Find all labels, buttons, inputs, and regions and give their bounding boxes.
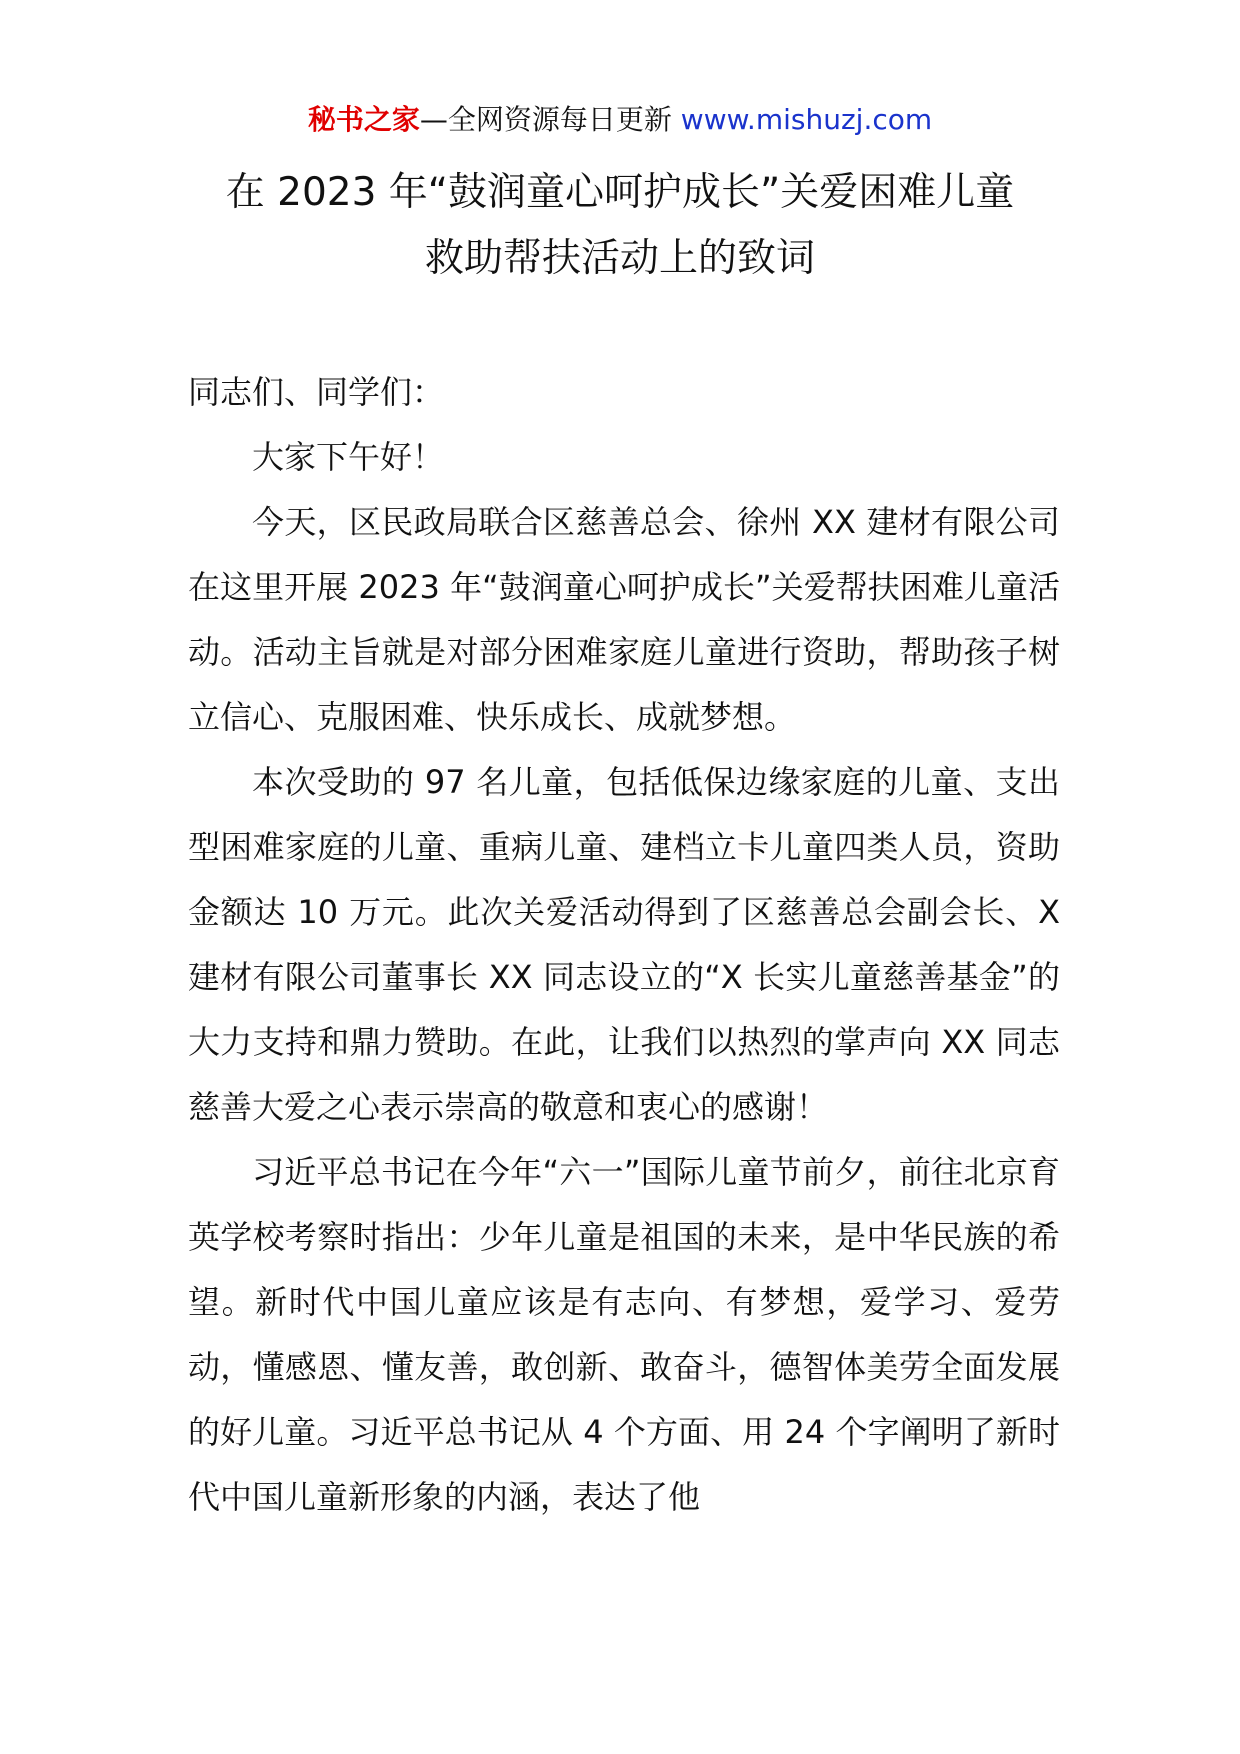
website-link[interactable]: www.mishuzj.com <box>680 103 933 136</box>
greeting: 大家下午好！ <box>252 438 445 476</box>
page-header <box>0 100 1240 140</box>
brand-name: 秘书之家 <box>307 103 420 136</box>
document-title <box>0 160 1240 292</box>
document-body <box>188 360 1060 1530</box>
paragraph-1: 今天，区民政局联合区慈善总会、徐州 XX 建材有限公司在这里开展 2023 年“鼓润童心呵护成长”关爱帮扶困难儿童活动。活动主旨就是对部分困难家庭儿童进行资助，帮助孩子树立信心、克服困难、快乐成长、成就梦想。 <box>188 503 1060 736</box>
paragraph-3: 习近平总书记在今年“六一”国际儿童节前夕，前往北京育英学校考察时指出：少年儿童是祖国的未来，是中华民族的希望。新时代中国儿童应该是有志向、有梦想，爱学习、爱劳动，懂感恩、懂友善，敢创新、敢奋斗，德智体美劳全面发展的好儿童。习近平总书记从 4 个方面、用 24 个字阐明了新时代中国儿童新形象的内涵，表达了他 <box>188 1153 1060 1516</box>
title-line-2: 救助帮扶活动上的致词 <box>424 236 815 281</box>
title-line-1: 在 2023 年“鼓润童心呵护成长”关爱困难儿童 <box>225 170 1015 215</box>
header-slogan: —全网资源每日更新 <box>419 103 672 136</box>
salutation: 同志们、同学们： <box>188 373 445 411</box>
paragraph-2: 本次受助的 97 名儿童，包括低保边缘家庭的儿童、支出型困难家庭的儿童、重病儿童、建档立卡儿童四类人员，资助金额达 10 万元。此次关爱活动得到了区慈善总会副会长、X 建材有限公司董事长 XX 同志设立的“X 长实儿童慈善基金”的大力支持和鼎力赞助。在此，让我们以热烈的掌声向 XX 同志慈善大爱之心表示崇高的敬意和衷心的感谢！ <box>188 763 1060 1126</box>
